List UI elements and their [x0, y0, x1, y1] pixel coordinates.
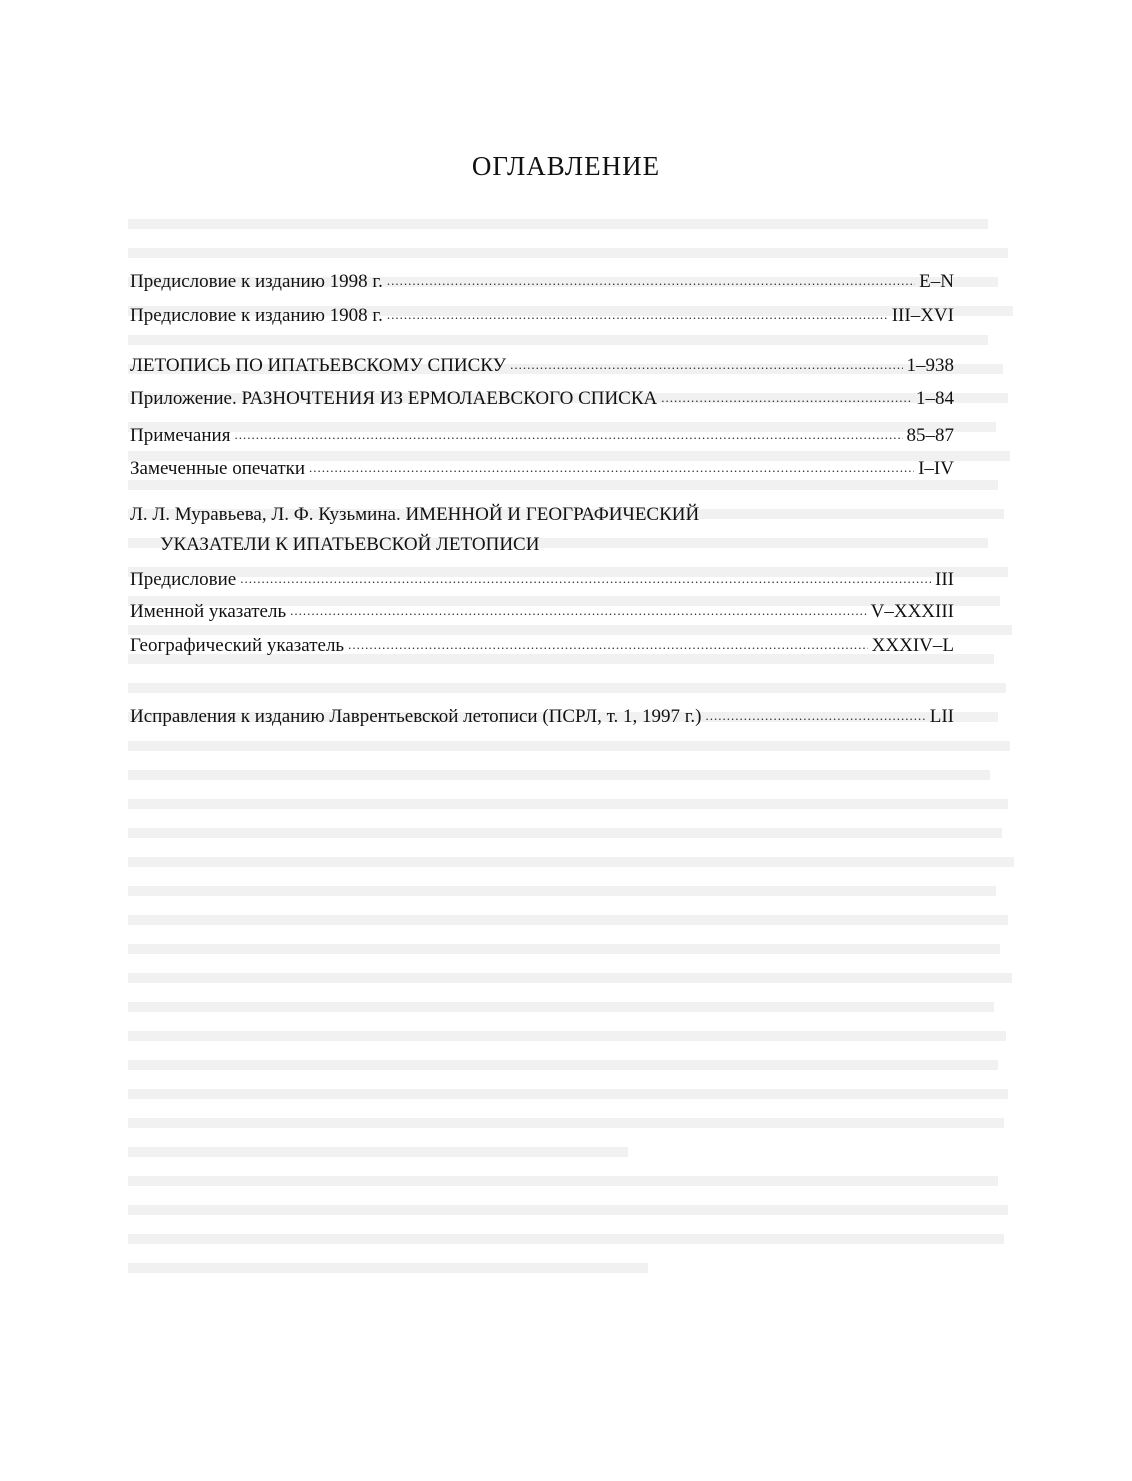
toc-entry-notes[interactable]	[130, 422, 954, 447]
toc-entry-label: Предисловие	[130, 569, 237, 590]
index-heading-line-2: УКАЗАТЕЛИ К ИПАТЬЕВСКОЙ ЛЕТОПИСИ	[160, 534, 540, 555]
dot-leader	[290, 598, 866, 617]
toc-entry-pages: I–IV	[918, 458, 954, 479]
toc-entry-label: Предисловие к изданию 1998 г.	[130, 271, 383, 292]
toc-entry-preface-1998[interactable]	[130, 268, 954, 293]
toc-entry-name-index[interactable]	[130, 598, 954, 623]
dot-leader	[234, 422, 902, 441]
toc-entry-pages: 1–938	[906, 355, 954, 376]
dot-leader	[705, 703, 925, 722]
toc-title: ОГЛАВЛЕНИЕ	[471, 151, 661, 181]
toc-entry-label: Замеченные опечатки	[130, 458, 306, 479]
toc-entry-pages: V–XXXIII	[870, 601, 954, 622]
index-section-heading	[130, 500, 954, 560]
toc-entry-label: Примечания	[130, 425, 231, 446]
toc-entry-pages: 1–84	[916, 388, 954, 409]
toc-entry-preface-1908[interactable]	[130, 302, 954, 327]
dot-leader	[387, 268, 915, 287]
dot-leader	[661, 385, 912, 404]
toc-entry-index-preface[interactable]	[130, 566, 954, 591]
toc-entry-pages: XXXIV–L	[871, 635, 954, 656]
toc-entry-label: ЛЕТОПИСЬ ПО ИПАТЬЕВСКОМУ СПИСКУ	[130, 355, 507, 376]
toc-entry-label: Предисловие к изданию 1908 г.	[130, 305, 383, 326]
toc-entry-label: Именной указатель	[130, 601, 287, 622]
toc-entry-geo-index[interactable]	[130, 632, 954, 657]
toc-entry-pages: III–XVI	[891, 305, 954, 326]
dot-leader	[387, 302, 888, 321]
toc-entry-appendix[interactable]	[130, 385, 954, 410]
toc-entry-label: Географический указатель	[130, 635, 345, 656]
dot-leader	[348, 632, 868, 651]
toc-entry-label: Приложение. РАЗНОЧТЕНИЯ ИЗ ЕРМОЛАЕВСКОГО СПИСКА	[130, 388, 658, 409]
dot-leader	[309, 455, 914, 474]
toc-entry-pages: III	[935, 569, 954, 590]
dot-leader	[240, 566, 931, 585]
toc-entry-corrections[interactable]	[130, 703, 954, 728]
toc-entry-errata[interactable]	[130, 455, 954, 480]
index-heading-line-1: Л. Л. Муравьева, Л. Ф. Кузьмина. ИМЕННОЙ И ГЕОГРАФИЧЕСКИЙ	[130, 504, 700, 525]
dot-leader	[510, 352, 902, 371]
toc-entry-pages: 85–87	[906, 425, 954, 446]
toc-entry-pages: E–N	[919, 271, 954, 292]
toc-entry-label: Исправления к изданию Лаврентьевской летописи (ПСРЛ, т. 1, 1997 г.)	[130, 706, 702, 727]
toc-entry-pages: LII	[929, 706, 954, 727]
toc-entry-chronicle[interactable]	[130, 352, 954, 377]
